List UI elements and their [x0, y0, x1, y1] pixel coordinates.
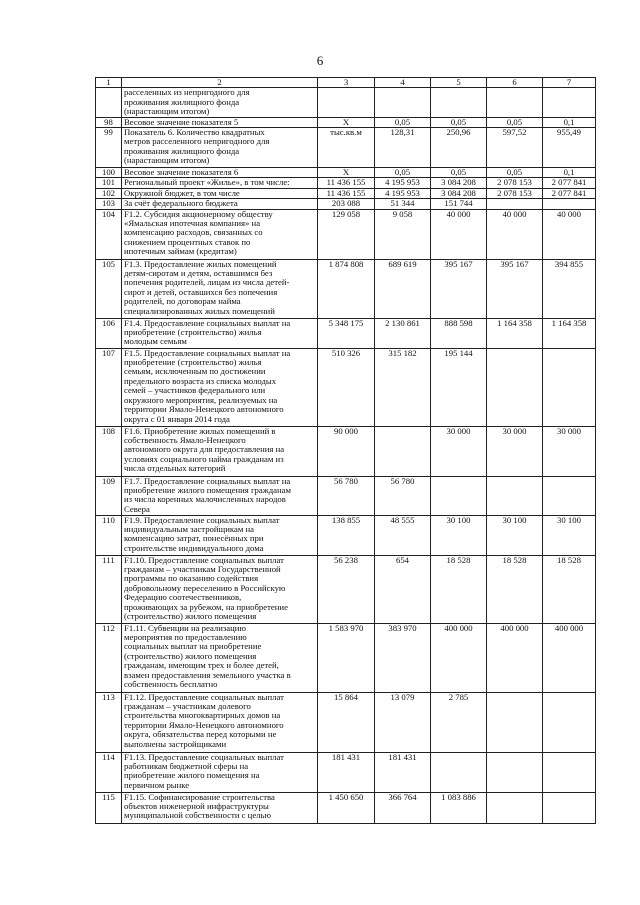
total-cell: 129 058: [318, 209, 375, 259]
row-number-cell: 106: [96, 318, 122, 348]
value-cell: [543, 752, 596, 792]
row-name-cell: За счёт федерального бюджета: [122, 199, 318, 209]
row-number-cell: 109: [96, 476, 122, 515]
row-name-cell: расселенных из непригодного для проживания жилищного фонда (нарастающим итогом): [122, 88, 318, 117]
row-number-cell: 107: [96, 348, 122, 426]
value-cell: 3 084 208: [431, 178, 487, 188]
value-cell: 48 555: [375, 515, 431, 555]
value-cell: 400 000: [487, 623, 543, 692]
row-number-cell: 110: [96, 515, 122, 555]
table-row: [96, 476, 596, 515]
value-cell: 13 079: [375, 692, 431, 752]
value-cell: [487, 752, 543, 792]
value-cell: 0,05: [487, 117, 543, 127]
value-cell: 955,49: [543, 128, 596, 168]
value-cell: 30 100: [431, 515, 487, 555]
row-number-cell: 101: [96, 178, 122, 188]
budget-table: [95, 77, 596, 824]
value-cell: 0,05: [431, 117, 487, 127]
header-cell: 1: [96, 78, 122, 88]
value-cell: 18 528: [487, 555, 543, 623]
value-cell: [375, 88, 431, 117]
total-cell: X: [318, 168, 375, 178]
value-cell: 30 100: [487, 515, 543, 555]
value-cell: [543, 692, 596, 752]
header-cell: 5: [431, 78, 487, 88]
value-cell: 888 598: [431, 318, 487, 348]
row-number-cell: [96, 88, 122, 117]
value-cell: 366 764: [375, 792, 431, 823]
table-row: [96, 318, 596, 348]
value-cell: 40 000: [543, 209, 596, 259]
row-name-cell: F1.5. Предоставление социальных выплат на приобретение (строительство) жилья семьям, исключенным по достижении предельного возраста из списка молодых семей – участников федерального или окружного мероприятия, реализуемых на территории Ямало-Ненецкого автономного округа с 01 января 2014 года: [122, 348, 318, 426]
value-cell: [487, 199, 543, 209]
total-cell: 181 431: [318, 752, 375, 792]
table-row: [96, 88, 596, 117]
row-number-cell: 114: [96, 752, 122, 792]
value-cell: 395 167: [487, 259, 543, 318]
value-cell: 400 000: [431, 623, 487, 692]
table-row: [96, 426, 596, 476]
value-cell: 1 164 358: [543, 318, 596, 348]
value-cell: 0,05: [375, 117, 431, 127]
total-cell: X: [318, 117, 375, 127]
value-cell: [487, 348, 543, 426]
row-number-cell: 103: [96, 199, 122, 209]
row-name-cell: Региональный проект «Жилье», в том числе:: [122, 178, 318, 188]
total-cell: 11 436 155: [318, 188, 375, 198]
value-cell: 654: [375, 555, 431, 623]
value-cell: 195 144: [431, 348, 487, 426]
value-cell: [431, 88, 487, 117]
value-cell: 30 000: [543, 426, 596, 476]
row-number-cell: 102: [96, 188, 122, 198]
row-name-cell: F1.2. Субсидия акционерному обществу «Ямальская ипотечная компания» на компенсацию расходов, связанных со снижением процентных ставок по ипотечным займам (кредитам): [122, 209, 318, 259]
total-cell: 11 436 155: [318, 178, 375, 188]
table-row: [96, 555, 596, 623]
row-name-cell: F1.7. Предоставление социальных выплат на приобретение жилого помещения гражданам из числа коренных малочисленных народов Севера: [122, 476, 318, 515]
value-cell: 3 084 208: [431, 188, 487, 198]
value-cell: 30 000: [431, 426, 487, 476]
row-name-cell: F1.9. Предоставление социальных выплат индивидуальным застройщикам на компенсацию затрат, понесённых при строительстве индивидуального дома: [122, 515, 318, 555]
total-cell: 510 326: [318, 348, 375, 426]
value-cell: [543, 199, 596, 209]
row-name-cell: F1.10. Предоставление социальных выплат гражданам – участникам Государственной программы по оказанию содействия добровольному переселению в Российскую Федерацию соотечественников, проживающих за рубежом, на приобретение (строительство) жилого помещения: [122, 555, 318, 623]
value-cell: [543, 88, 596, 117]
value-cell: 0,05: [431, 168, 487, 178]
table-row: [96, 692, 596, 752]
row-name-cell: Окружной бюджет, в том числе: [122, 188, 318, 198]
value-cell: 40 000: [431, 209, 487, 259]
row-number-cell: 99: [96, 128, 122, 168]
row-number-cell: 115: [96, 792, 122, 823]
value-cell: 0,1: [543, 117, 596, 127]
table-row: [96, 188, 596, 198]
value-cell: [487, 88, 543, 117]
table-row: [96, 515, 596, 555]
table-row: [96, 168, 596, 178]
row-number-cell: 100: [96, 168, 122, 178]
header-cell: 2: [122, 78, 318, 88]
row-number-cell: 105: [96, 259, 122, 318]
row-number-cell: 112: [96, 623, 122, 692]
value-cell: 30 100: [543, 515, 596, 555]
total-cell: 15 864: [318, 692, 375, 752]
total-cell: [318, 88, 375, 117]
value-cell: [543, 348, 596, 426]
row-name-cell: Весовое значение показателя 5: [122, 117, 318, 127]
row-name-cell: F1.11. Субвенции на реализацию мероприятия по предоставлению социальных выплат на приобретение (строительство) жилого помещения гражданам, имеющим трех и более детей, взамен предоставления земельного участка в собственность бесплатно: [122, 623, 318, 692]
value-cell: 315 182: [375, 348, 431, 426]
header-cell: 4: [375, 78, 431, 88]
header-cell: 7: [543, 78, 596, 88]
row-name-cell: F1.4. Предоставление социальных выплат на приобретение (строительство) жилья молодым семьям: [122, 318, 318, 348]
value-cell: 18 528: [543, 555, 596, 623]
value-cell: 394 855: [543, 259, 596, 318]
value-cell: [543, 792, 596, 823]
table-row: [96, 199, 596, 209]
value-cell: 4 195 953: [375, 188, 431, 198]
table-row: [96, 623, 596, 692]
value-cell: [431, 476, 487, 515]
value-cell: 2 078 153: [487, 178, 543, 188]
value-cell: [375, 426, 431, 476]
value-cell: [487, 476, 543, 515]
value-cell: 128,31: [375, 128, 431, 168]
total-cell: 56 780: [318, 476, 375, 515]
table-row: [96, 752, 596, 792]
value-cell: 151 744: [431, 199, 487, 209]
table-row: [96, 792, 596, 823]
row-number-cell: 98: [96, 117, 122, 127]
value-cell: 2 077 841: [543, 178, 596, 188]
value-cell: 2 077 841: [543, 188, 596, 198]
table-row: [96, 348, 596, 426]
row-name-cell: F1.15. Софинансирование строительства объектов инженерной инфраструктуры муниципальной собственности с целью: [122, 792, 318, 823]
value-cell: 689 619: [375, 259, 431, 318]
row-number-cell: 108: [96, 426, 122, 476]
row-number-cell: 111: [96, 555, 122, 623]
value-cell: 2 078 153: [487, 188, 543, 198]
value-cell: [487, 692, 543, 752]
row-number-cell: 104: [96, 209, 122, 259]
value-cell: 395 167: [431, 259, 487, 318]
total-cell: 203 088: [318, 199, 375, 209]
row-name-cell: Показатель 6. Количество квадратных метров расселенного непригодного для проживания жилищного фонда (нарастающим итогом): [122, 128, 318, 168]
value-cell: 30 000: [487, 426, 543, 476]
table-row: [96, 178, 596, 188]
table-row: [96, 128, 596, 168]
total-cell: 1 583 970: [318, 623, 375, 692]
total-cell: тыс.кв.м: [318, 128, 375, 168]
page-number: 6: [316, 53, 324, 68]
total-cell: 138 855: [318, 515, 375, 555]
table-body: [96, 88, 596, 823]
total-cell: 1 450 650: [318, 792, 375, 823]
value-cell: 51 344: [375, 199, 431, 209]
row-name-cell: F1.13. Предоставление социальных выплат работникам бюджетной сферы на приобретение жилого помещения на первичном рынке: [122, 752, 318, 792]
total-cell: 90 000: [318, 426, 375, 476]
value-cell: [487, 792, 543, 823]
row-name-cell: F1.12. Предоставление социальных выплат гражданам – участникам долевого строительства многоквартирных домов на территории Ямало-Ненецкого автономного округа, обязательства перед которыми не выполнены застройщиками: [122, 692, 318, 752]
value-cell: 40 000: [487, 209, 543, 259]
value-cell: 0,1: [543, 168, 596, 178]
value-cell: 9 058: [375, 209, 431, 259]
value-cell: 4 195 953: [375, 178, 431, 188]
table-row: [96, 117, 596, 127]
value-cell: [543, 476, 596, 515]
value-cell: 0,05: [487, 168, 543, 178]
value-cell: 2 785: [431, 692, 487, 752]
value-cell: 56 780: [375, 476, 431, 515]
header-cell: 6: [487, 78, 543, 88]
total-cell: 1 874 808: [318, 259, 375, 318]
value-cell: 18 528: [431, 555, 487, 623]
value-cell: 597,52: [487, 128, 543, 168]
value-cell: 1 164 358: [487, 318, 543, 348]
table-row: [96, 209, 596, 259]
row-name-cell: Весовое значение показателя 6: [122, 168, 318, 178]
value-cell: 1 083 886: [431, 792, 487, 823]
value-cell: 0,05: [375, 168, 431, 178]
total-cell: 56 238: [318, 555, 375, 623]
row-number-cell: 113: [96, 692, 122, 752]
row-name-cell: F1.3. Предоставление жилых помещений детям-сиротам и детям, оставшимся без попечения родителей, лицам из числа детей- сирот и детей, оставшихся без попечения родителей, по договорам найма специализированных жилых помещений: [122, 259, 318, 318]
value-cell: [431, 752, 487, 792]
header-cell: 3: [318, 78, 375, 88]
value-cell: 2 130 861: [375, 318, 431, 348]
total-cell: 5 348 175: [318, 318, 375, 348]
value-cell: 400 000: [543, 623, 596, 692]
value-cell: 250,96: [431, 128, 487, 168]
row-name-cell: F1.6. Приобретение жилых помещений в собственность Ямало-Ненецкого автономного округа для предоставления на условиях социального найма гражданам из числа отдельных категорий: [122, 426, 318, 476]
value-cell: 181 431: [375, 752, 431, 792]
value-cell: 383 970: [375, 623, 431, 692]
table-header-row: [96, 78, 596, 88]
table-row: [96, 259, 596, 318]
